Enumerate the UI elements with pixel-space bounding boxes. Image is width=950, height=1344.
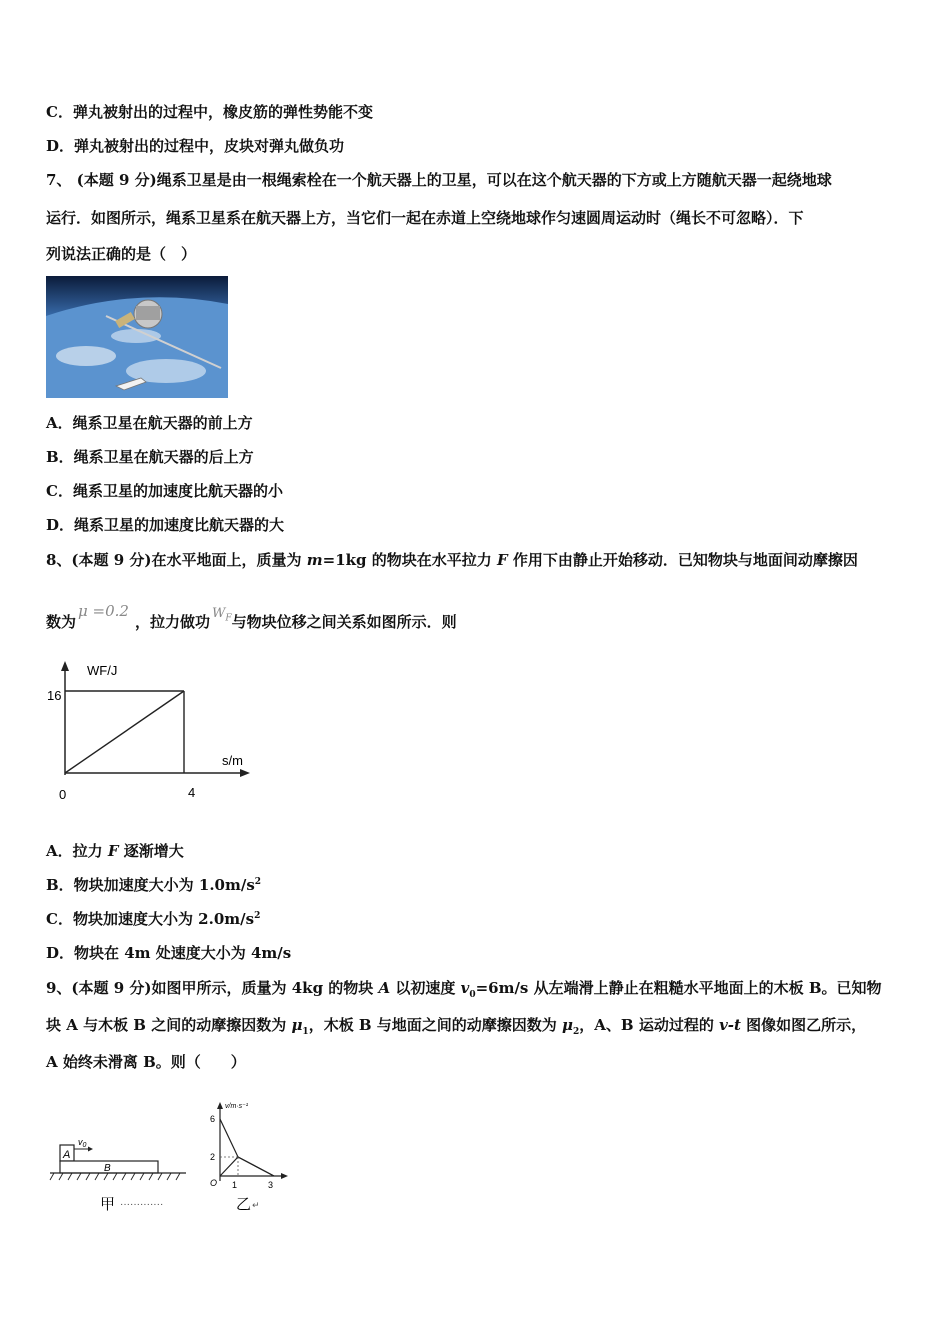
- q9-stem-line2: [46, 1015, 866, 1035]
- wf-data-line: [65, 691, 184, 773]
- q8-text-6: 与物块位移之间关系如图所示．则: [231, 613, 457, 631]
- q8-text-1: 8、(本题 9 分)在水平地面上，质量为: [46, 551, 307, 569]
- vt-x-tick-1: 1: [232, 1180, 238, 1190]
- q8-work-subscript: F: [225, 613, 232, 624]
- q8-stem-line1: [46, 550, 858, 570]
- q9-mu1-symbol: μ: [291, 1016, 303, 1034]
- figure-jia-block-board: [46, 1135, 196, 1215]
- q8-option-a-force: F: [107, 842, 119, 860]
- x-tick-0: 0: [59, 787, 67, 802]
- x-axis-label: s/m: [222, 753, 243, 768]
- vt-x-tick-3: 3: [268, 1180, 274, 1190]
- work-displacement-graph: [40, 655, 260, 805]
- q8-force-symbol: F: [496, 551, 508, 569]
- q9-mu2-subscript: 2: [573, 1027, 580, 1037]
- vt-x-arrow-icon: [281, 1173, 288, 1179]
- q8-option-b: [46, 875, 261, 895]
- q8-option-a-text-1: A．拉力: [46, 842, 108, 860]
- q7-option-c: C．绳系卫星的加速度比航天器的小: [46, 482, 283, 500]
- figure-dots: ·············: [120, 1199, 164, 1210]
- q7-stem-line2: 运行．如图所示，绳系卫星系在航天器上方，当它们一起在赤道上空绕地球作匀速圆周运动时（绳长不可忽略）．下: [46, 209, 804, 227]
- q9-text-1: 9、(本题 9 分)如图甲所示，质量为 4kg 的物块: [46, 979, 379, 997]
- q7-option-a: A．绳系卫星在航天器的前上方: [46, 414, 253, 432]
- q7-stem-line1: 7、 (本题 9 分)绳系卫星是由一根绳索栓在一个航天器上的卫星，可以在这个航天器的下方或上方随航天器一起绕地球: [46, 171, 832, 189]
- v0-label: $v_0$: [78, 1137, 87, 1149]
- q6-option-c: C．弹丸被射出的过程中，橡皮筋的弹性势能不变: [46, 103, 373, 121]
- y-axis-arrow-icon: [61, 661, 69, 671]
- q9-vt-symbol: v-t: [719, 1016, 741, 1034]
- block-a-label: A: [63, 1149, 71, 1161]
- q8-option-c: [46, 909, 260, 929]
- q8-option-d: D．物块在 4m 处速度大小为 4m/s: [46, 944, 292, 962]
- y-axis-label: WF/J: [87, 663, 118, 678]
- vt-origin-label: O: [210, 1178, 218, 1188]
- q9-mu1-subscript: 1: [302, 1027, 309, 1037]
- q8-option-c-text: C．物块加速度大小为 2.0m/s: [46, 910, 255, 928]
- q9-text-7: 图像如图乙所示，: [740, 1016, 867, 1034]
- q8-text-4: 数为: [46, 613, 77, 631]
- figure-yi-label: 乙: [236, 1196, 252, 1213]
- q8-option-c-exponent: 2: [254, 911, 261, 921]
- q8-stem-line2: [46, 602, 457, 634]
- q7-stem-line3: 列说法正确的是（ ）: [46, 245, 197, 263]
- q8-option-b-text: B．物块加速度大小为 1.0m/s: [46, 876, 255, 894]
- vt-series-b-line: [220, 1157, 274, 1176]
- vt-y-label: v/m·s⁻¹: [225, 1103, 249, 1110]
- q9-stem-line1: [46, 978, 882, 998]
- tethered-satellite-photo: [46, 276, 228, 398]
- q7-option-b: B．绳系卫星在航天器的后上方: [46, 448, 254, 466]
- q9-text-2: 以初速度: [390, 979, 461, 997]
- figure-yi-vt-graph: [198, 1098, 298, 1218]
- x-axis-arrow-icon: [240, 769, 250, 777]
- q7-option-d: D．绳系卫星的加速度比航天器的大: [46, 516, 285, 534]
- x-tick-4: 4: [188, 785, 196, 800]
- q9-mu2-symbol: μ: [562, 1016, 574, 1034]
- q8-mu-formula: μ =0.2: [78, 602, 129, 620]
- q8-text-5: ，拉力做功: [134, 613, 210, 631]
- v0-arrow-head-icon: [88, 1147, 93, 1152]
- q9-stem-line3: A 始终未滑离 B。则（ ）: [46, 1053, 246, 1071]
- q8-option-a-text-2: 逐渐增大: [118, 842, 184, 860]
- q6-option-d: D．弹丸被射出的过程中，皮块对弹丸做负功: [46, 137, 345, 155]
- q9-text-5: ，木板 B 与地面之间的动摩擦因数为: [308, 1016, 563, 1034]
- q9-text-6: ，A、B 运动过程的: [579, 1016, 720, 1034]
- q9-text-3: =6m/s 从左端滑上静止在粗糙水平地面上的木板 B。已知物: [475, 979, 882, 997]
- q8-mass-symbol: m: [306, 551, 323, 569]
- ground-hatching: [50, 1173, 180, 1180]
- q9-velocity-subscript: 0: [469, 990, 476, 1000]
- q8-work-symbol: W: [211, 606, 226, 621]
- earth-orbit-illustration: [46, 276, 228, 398]
- q9-block-a: A: [378, 979, 391, 997]
- q8-text-2: =1kg 的物块在水平拉力: [322, 551, 497, 569]
- vt-y-arrow-icon: [217, 1102, 223, 1109]
- q8-option-b-exponent: 2: [254, 877, 262, 887]
- y-tick-16: 16: [47, 688, 62, 703]
- vt-y-tick-2: 2: [210, 1152, 216, 1162]
- q8-option-a: [46, 841, 184, 861]
- vt-y-tick-6: 6: [210, 1114, 216, 1124]
- q9-velocity-symbol: v: [460, 979, 470, 997]
- q8-text-3: 作用下由静止开始移动．已知物块与地面间动摩擦因: [507, 551, 858, 569]
- board-b-label: B: [104, 1163, 111, 1174]
- q9-text-4: 块 A 与木板 B 之间的动摩擦因数为: [46, 1016, 292, 1034]
- return-mark-icon: ↵: [252, 1200, 260, 1210]
- figure-jia-label: 甲: [100, 1196, 116, 1213]
